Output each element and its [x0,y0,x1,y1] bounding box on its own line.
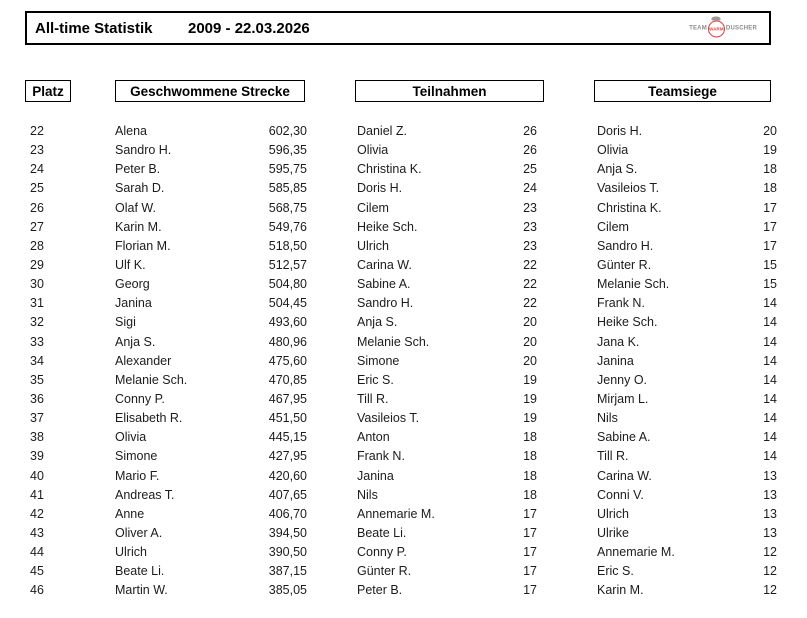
teilnahmen-name-cell: Frank N. [357,449,405,464]
rank-cell: 30 [30,277,44,292]
table-row [0,352,807,371]
rank-cell: 37 [30,411,44,426]
teamsiege-value-cell: 18 [763,162,777,177]
strecke-name-cell: Martin W. [115,583,168,598]
rank-cell: 24 [30,162,44,177]
teamsiege-name-cell: Jana K. [597,334,640,349]
page-title: All-time Statistik [35,19,153,37]
strecke-value-cell: 475,60 [268,353,307,368]
strecke-value-cell: 568,75 [268,200,307,215]
table-row [0,524,807,543]
strecke-value-cell: 451,50 [268,411,307,426]
teamsiege-name-cell: Mirjam L. [597,391,649,406]
rank-cell: 23 [30,143,44,158]
table-row [0,122,807,141]
teamsiege-value-cell: 17 [763,219,777,234]
strecke-name-cell: Conny P. [115,391,165,406]
teamsiege-name-cell: Carina W. [597,468,652,483]
teamsiege-name-cell: Ulrich [597,506,629,521]
table-row [0,294,807,313]
teamsiege-name-cell: Jenny O. [597,372,648,387]
teamsiege-value-cell: 15 [763,277,777,292]
teilnahmen-value-cell: 17 [523,564,537,579]
teilnahmen-value-cell: 19 [523,391,537,406]
strecke-name-cell: Elisabeth R. [115,411,183,426]
column-header-platz: Platz [25,80,71,102]
rank-cell: 42 [30,506,44,521]
table-row [0,447,807,466]
teamsiege-value-cell: 14 [763,372,777,387]
teilnahmen-value-cell: 19 [523,372,537,387]
teilnahmen-value-cell: 17 [523,525,537,540]
strecke-name-cell: Florian M. [115,238,171,253]
rank-cell: 39 [30,449,44,464]
strecke-value-cell: 406,70 [268,506,307,521]
teamsiege-value-cell: 13 [763,506,777,521]
teamsiege-value-cell: 17 [763,238,777,253]
teilnahmen-name-cell: Sabine A. [357,277,411,292]
rank-cell: 36 [30,391,44,406]
teamsiege-value-cell: 12 [763,564,777,579]
teilnahmen-name-cell: Annemarie M. [357,506,435,521]
teilnahmen-value-cell: 20 [523,334,537,349]
rank-cell: 35 [30,372,44,387]
strecke-value-cell: 595,75 [268,162,307,177]
logo-text-duscher: DUSCHER [725,25,757,31]
table-row [0,179,807,198]
teamsiege-name-cell: Frank N. [597,296,645,311]
teamsiege-name-cell: Anja S. [597,162,638,177]
teilnahmen-value-cell: 26 [523,143,537,158]
logo-text-team: TEAM [689,25,707,31]
table-row [0,313,807,332]
rank-cell: 40 [30,468,44,483]
teilnahmen-name-cell: Beate Li. [357,525,407,540]
teamsiege-name-cell: Christina K. [597,200,662,215]
column-header-teilnahmen: Teilnahmen [355,80,544,102]
strecke-value-cell: 445,15 [268,430,307,445]
teamsiege-name-cell: Ulrike [597,525,629,540]
strecke-value-cell: 596,35 [268,143,307,158]
teilnahmen-name-cell: Melanie Sch. [357,334,430,349]
teilnahmen-name-cell: Vasileios T. [357,411,420,426]
teilnahmen-name-cell: Till R. [357,391,389,406]
strecke-name-cell: Anja S. [115,334,156,349]
strecke-value-cell: 504,80 [268,277,307,292]
strecke-value-cell: 480,96 [268,334,307,349]
shower-head-icon [712,17,721,21]
teilnahmen-value-cell: 17 [523,583,537,598]
teilnahmen-value-cell: 17 [523,545,537,560]
strecke-value-cell: 420,60 [268,468,307,483]
strecke-value-cell: 385,05 [268,583,307,598]
table-row [0,333,807,352]
teamsiege-name-cell: Heike Sch. [597,315,658,330]
teamsiege-name-cell: Annemarie M. [597,545,675,560]
table-row [0,409,807,428]
teamsiege-name-cell: Sandro H. [597,238,654,253]
teamsiege-name-cell: Till R. [597,449,629,464]
logo-circle-icon [708,21,725,38]
teilnahmen-value-cell: 18 [523,468,537,483]
teamsiege-value-cell: 14 [763,430,777,445]
strecke-value-cell: 387,15 [268,564,307,579]
teamsiege-name-cell: Sabine A. [597,430,651,445]
teilnahmen-value-cell: 23 [523,238,537,253]
strecke-name-cell: Alena [115,124,147,138]
teilnahmen-value-cell: 22 [523,257,537,272]
teamsiege-value-cell: 14 [763,353,777,368]
teamsiege-value-cell: 14 [763,411,777,426]
teilnahmen-value-cell: 24 [523,181,537,196]
rank-cell: 34 [30,353,44,368]
rank-cell: 41 [30,487,44,502]
strecke-value-cell: 394,50 [268,525,307,540]
teamsiege-name-cell: Cilem [597,219,629,234]
table-row [0,562,807,581]
teilnahmen-value-cell: 17 [523,506,537,521]
strecke-name-cell: Mario F. [115,468,160,483]
strecke-name-cell: Karin M. [115,219,162,234]
rank-cell: 22 [30,124,44,138]
teilnahmen-value-cell: 25 [523,162,537,177]
teilnahmen-name-cell: Ulrich [357,238,389,253]
teamsiege-value-cell: 20 [763,124,777,138]
teamsiege-value-cell: 13 [763,525,777,540]
table-row [0,256,807,275]
teamsiege-name-cell: Karin M. [597,583,644,598]
teilnahmen-name-cell: Daniel Z. [357,124,408,138]
rank-cell: 27 [30,219,44,234]
teilnahmen-value-cell: 18 [523,449,537,464]
table-row [0,141,807,160]
teilnahmen-value-cell: 22 [523,277,537,292]
strecke-name-cell: Anne [115,506,145,521]
teilnahmen-name-cell: Günter R. [357,564,412,579]
teilnahmen-name-cell: Heike Sch. [357,219,418,234]
rank-cell: 46 [30,583,44,598]
rank-cell: 38 [30,430,44,445]
stats-table [0,122,807,601]
teilnahmen-value-cell: 20 [523,315,537,330]
teamsiege-name-cell: Nils [597,411,618,426]
strecke-value-cell: 427,95 [268,449,307,464]
teilnahmen-name-cell: Cilem [357,200,389,215]
strecke-value-cell: 470,85 [268,372,307,387]
strecke-name-cell: Alexander [115,353,172,368]
table-row [0,505,807,524]
teamsiege-value-cell: 13 [763,487,777,502]
teamsiege-value-cell: 12 [763,583,777,598]
title-bar [25,11,771,45]
rank-cell: 29 [30,257,44,272]
strecke-name-cell: Simone [115,449,158,464]
teamsiege-value-cell: 14 [763,296,777,311]
strecke-value-cell: 407,65 [268,487,307,502]
strecke-name-cell: Olivia [115,430,147,445]
teilnahmen-name-cell: Olivia [357,143,389,158]
teilnahmen-name-cell: Simone [357,353,400,368]
strecke-value-cell: 467,95 [268,391,307,406]
strecke-name-cell: Ulrich [115,545,147,560]
teilnahmen-value-cell: 26 [523,124,537,138]
table-row [0,428,807,447]
teilnahmen-value-cell: 22 [523,296,537,311]
teamsiege-value-cell: 17 [763,200,777,215]
teilnahmen-name-cell: Carina W. [357,257,412,272]
teilnahmen-value-cell: 18 [523,487,537,502]
table-row [0,543,807,562]
teilnahmen-name-cell: Doris H. [357,181,403,196]
teilnahmen-name-cell: Anja S. [357,315,398,330]
strecke-value-cell: 493,60 [268,315,307,330]
strecke-name-cell: Ulf K. [115,257,146,272]
teamsiege-value-cell: 14 [763,391,777,406]
table-row [0,486,807,505]
teilnahmen-name-cell: Sandro H. [357,296,414,311]
strecke-name-cell: Sandro H. [115,143,172,158]
team-warmduscher-logo [689,19,757,38]
logo-text-warm: WARM [709,26,724,32]
teamsiege-value-cell: 14 [763,315,777,330]
strecke-name-cell: Beate Li. [115,564,165,579]
table-row [0,275,807,294]
teamsiege-name-cell: Vasileios T. [597,181,660,196]
teilnahmen-name-cell: Nils [357,487,378,502]
teamsiege-name-cell: Janina [597,353,634,368]
strecke-name-cell: Oliver A. [115,525,163,540]
table-row [0,581,807,600]
teilnahmen-value-cell: 20 [523,353,537,368]
teamsiege-name-cell: Eric S. [597,564,634,579]
teamsiege-name-cell: Günter R. [597,257,652,272]
strecke-value-cell: 390,50 [268,545,307,560]
teilnahmen-name-cell: Janina [357,468,394,483]
rank-cell: 33 [30,334,44,349]
teamsiege-value-cell: 15 [763,257,777,272]
strecke-name-cell: Olaf W. [115,200,156,215]
table-row [0,371,807,390]
strecke-value-cell: 585,85 [268,181,307,196]
teamsiege-name-cell: Doris H. [597,124,643,138]
rank-cell: 32 [30,315,44,330]
strecke-name-cell: Sigi [115,315,136,330]
teamsiege-value-cell: 14 [763,449,777,464]
teilnahmen-value-cell: 18 [523,430,537,445]
table-row [0,237,807,256]
column-header-teamsiege: Teamsiege [594,80,771,102]
strecke-name-cell: Sarah D. [115,181,165,196]
strecke-name-cell: Peter B. [115,162,161,177]
table-row [0,218,807,237]
rank-cell: 25 [30,181,44,196]
teamsiege-name-cell: Olivia [597,143,629,158]
teilnahmen-name-cell: Anton [357,430,390,445]
teamsiege-value-cell: 19 [763,143,777,158]
rank-cell: 44 [30,545,44,560]
teamsiege-value-cell: 12 [763,545,777,560]
teamsiege-name-cell: Conni V. [597,487,644,502]
teilnahmen-value-cell: 23 [523,200,537,215]
strecke-name-cell: Melanie Sch. [115,372,188,387]
teilnahmen-name-cell: Conny P. [357,545,407,560]
strecke-name-cell: Georg [115,277,150,292]
rank-cell: 31 [30,296,44,311]
teamsiege-name-cell: Melanie Sch. [597,277,670,292]
table-row [0,390,807,409]
strecke-value-cell: 549,76 [268,219,307,234]
table-row [0,467,807,486]
teilnahmen-value-cell: 23 [523,219,537,234]
rank-cell: 43 [30,525,44,540]
table-row [0,160,807,179]
strecke-value-cell: 504,45 [268,296,307,311]
rank-cell: 28 [30,238,44,253]
strecke-name-cell: Andreas T. [115,487,175,502]
teilnahmen-name-cell: Eric S. [357,372,394,387]
date-range: 2009 - 22.03.2026 [188,19,310,37]
teilnahmen-name-cell: Peter B. [357,583,403,598]
strecke-value-cell: 602,30 [268,124,307,138]
table-row [0,199,807,218]
teamsiege-value-cell: 14 [763,334,777,349]
rank-cell: 45 [30,564,44,579]
teamsiege-value-cell: 18 [763,181,777,196]
strecke-value-cell: 518,50 [268,238,307,253]
teamsiege-value-cell: 13 [763,468,777,483]
teilnahmen-value-cell: 19 [523,411,537,426]
column-header-geschwommene-strecke: Geschwommene Strecke [115,80,305,102]
rank-cell: 26 [30,200,44,215]
strecke-name-cell: Janina [115,296,152,311]
strecke-value-cell: 512,57 [268,257,307,272]
teilnahmen-name-cell: Christina K. [357,162,422,177]
